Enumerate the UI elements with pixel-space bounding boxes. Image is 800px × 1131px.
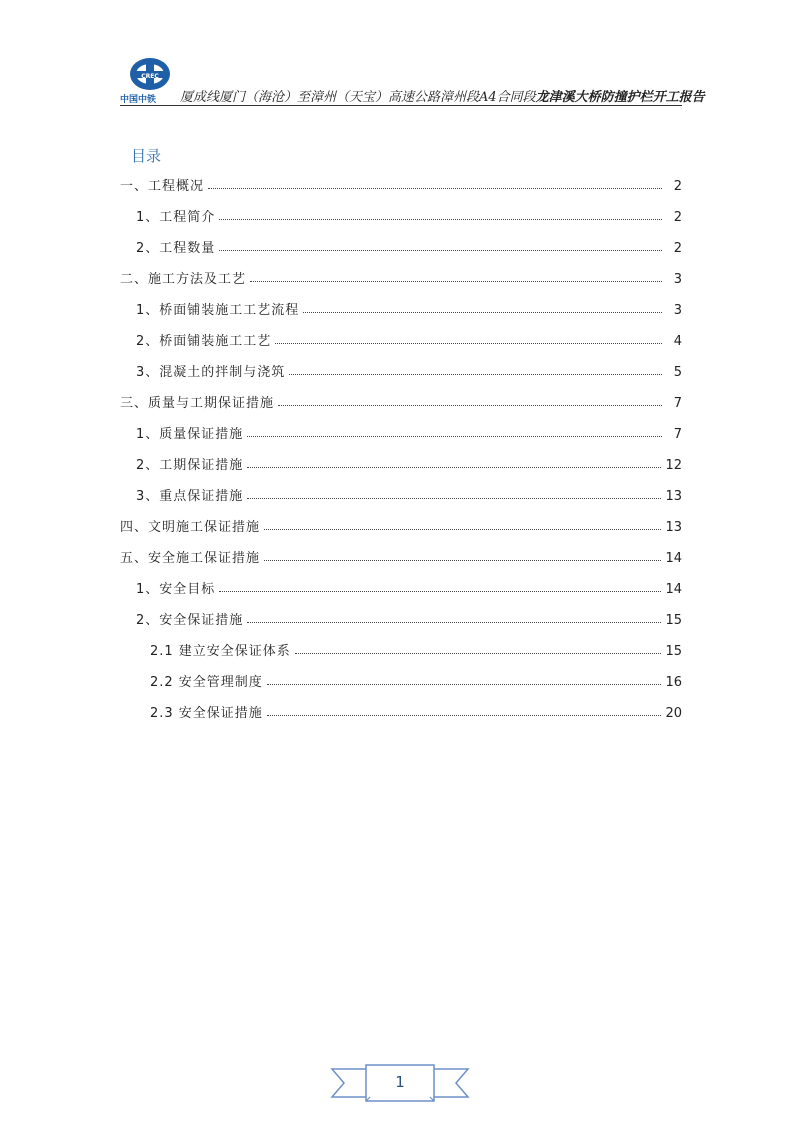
toc-entry[interactable] [120, 201, 682, 225]
page-footer [330, 1063, 470, 1105]
toc-entry[interactable] [120, 604, 682, 628]
toc-entry-label: 2、安全保证措施 [136, 613, 244, 628]
toc-entry-page: 20 [665, 706, 682, 721]
toc-entry[interactable] [120, 449, 682, 473]
toc-entry-page: 3 [673, 303, 682, 318]
toc-entry[interactable] [120, 573, 682, 597]
toc-entry-label: 三、质量与工期保证措施 [120, 396, 275, 411]
toc-leader-dots [267, 684, 662, 685]
toc-entry-page: 7 [673, 396, 682, 411]
toc-leader-dots [264, 529, 661, 530]
toc-leader-dots [208, 188, 662, 189]
toc-leader-dots [264, 560, 661, 561]
toc-entry-label: 3、混凝土的拌制与浇筑 [136, 365, 286, 380]
toc-entry[interactable] [120, 511, 682, 535]
header-title-normal: 厦成线厦门（海沧）至漳州（天宝）高速公路漳州段A4合同段 [180, 90, 536, 105]
toc-leader-dots [275, 343, 662, 344]
toc-entry-label: 1、质量保证措施 [136, 427, 244, 442]
toc-leader-dots [303, 312, 662, 313]
toc-leader-dots [247, 498, 661, 499]
toc-leader-dots [247, 622, 661, 623]
toc-leader-dots [289, 374, 662, 375]
toc-entry-page: 14 [665, 582, 682, 597]
toc-entry-label: 2、桥面铺装施工工艺 [136, 334, 272, 349]
toc-leader-dots [219, 250, 662, 251]
toc-entry-label: 2、工程数量 [136, 241, 216, 256]
toc-entry[interactable] [120, 232, 682, 256]
toc-leader-dots [295, 653, 662, 654]
toc-entry-page: 15 [665, 644, 682, 659]
toc-entry[interactable] [120, 170, 682, 194]
toc-entry[interactable] [120, 325, 682, 349]
toc-leader-dots [267, 715, 662, 716]
toc-leader-dots [278, 405, 662, 406]
toc-entry-page: 16 [665, 675, 682, 690]
toc-entry-page: 13 [665, 520, 682, 535]
toc-entry-label: 3、重点保证措施 [136, 489, 244, 504]
toc-entry[interactable] [120, 356, 682, 380]
svg-text:CREC: CREC [141, 73, 159, 80]
toc-leader-dots [250, 281, 662, 282]
header-divider [120, 105, 682, 106]
toc-entry[interactable] [120, 387, 682, 411]
toc-entry-page: 7 [673, 427, 682, 442]
toc-entry-label: 一、工程概况 [120, 179, 205, 194]
toc-entry[interactable] [120, 418, 682, 442]
toc-entry-label: 2.1 建立安全保证体系 [150, 644, 291, 659]
toc-title: 目录 [131, 147, 162, 165]
toc-entry-page: 5 [673, 365, 682, 380]
toc-entry-page: 15 [665, 613, 682, 628]
toc-entry[interactable] [120, 542, 682, 566]
toc-entry-page: 12 [665, 458, 682, 473]
toc-leader-dots [247, 467, 661, 468]
toc-entry-label: 2.3 安全保证措施 [150, 706, 263, 721]
toc-entry-label: 1、工程简介 [136, 210, 216, 225]
toc-entry-label: 2.2 安全管理制度 [150, 675, 263, 690]
page-header [120, 56, 705, 106]
toc-entry-page: 13 [665, 489, 682, 504]
toc-entry-page: 2 [673, 210, 682, 225]
toc-entry[interactable] [120, 697, 682, 721]
toc-entry[interactable] [120, 666, 682, 690]
toc-entry-page: 4 [673, 334, 682, 349]
toc-entry[interactable] [120, 263, 682, 287]
toc-entry-label: 五、安全施工保证措施 [120, 551, 261, 566]
header-title-bold: 龙津溪大桥防撞护栏开工报告 [535, 90, 705, 105]
toc-entry-label: 二、施工方法及工艺 [120, 272, 247, 287]
document-header-title [180, 86, 705, 105]
toc-entry[interactable] [120, 480, 682, 504]
toc-entry-label: 四、文明施工保证措施 [120, 520, 261, 535]
toc-entry-label: 1、桥面铺装施工工艺流程 [136, 303, 300, 318]
toc-entry-page: 3 [673, 272, 682, 287]
toc-leader-dots [219, 219, 662, 220]
toc-entry-page: 14 [665, 551, 682, 566]
toc-entry-page: 2 [673, 241, 682, 256]
toc-leader-dots [247, 436, 662, 437]
toc-entry-label: 2、工期保证措施 [136, 458, 244, 473]
toc-entry-label: 1、安全目标 [136, 582, 216, 597]
toc-entry-page: 2 [673, 179, 682, 194]
logo-text: 中国中铁 [120, 95, 157, 105]
toc-entry[interactable] [120, 294, 682, 318]
toc-leader-dots [219, 591, 661, 592]
toc-entry[interactable] [120, 635, 682, 659]
page-number: 1 [395, 1073, 405, 1091]
